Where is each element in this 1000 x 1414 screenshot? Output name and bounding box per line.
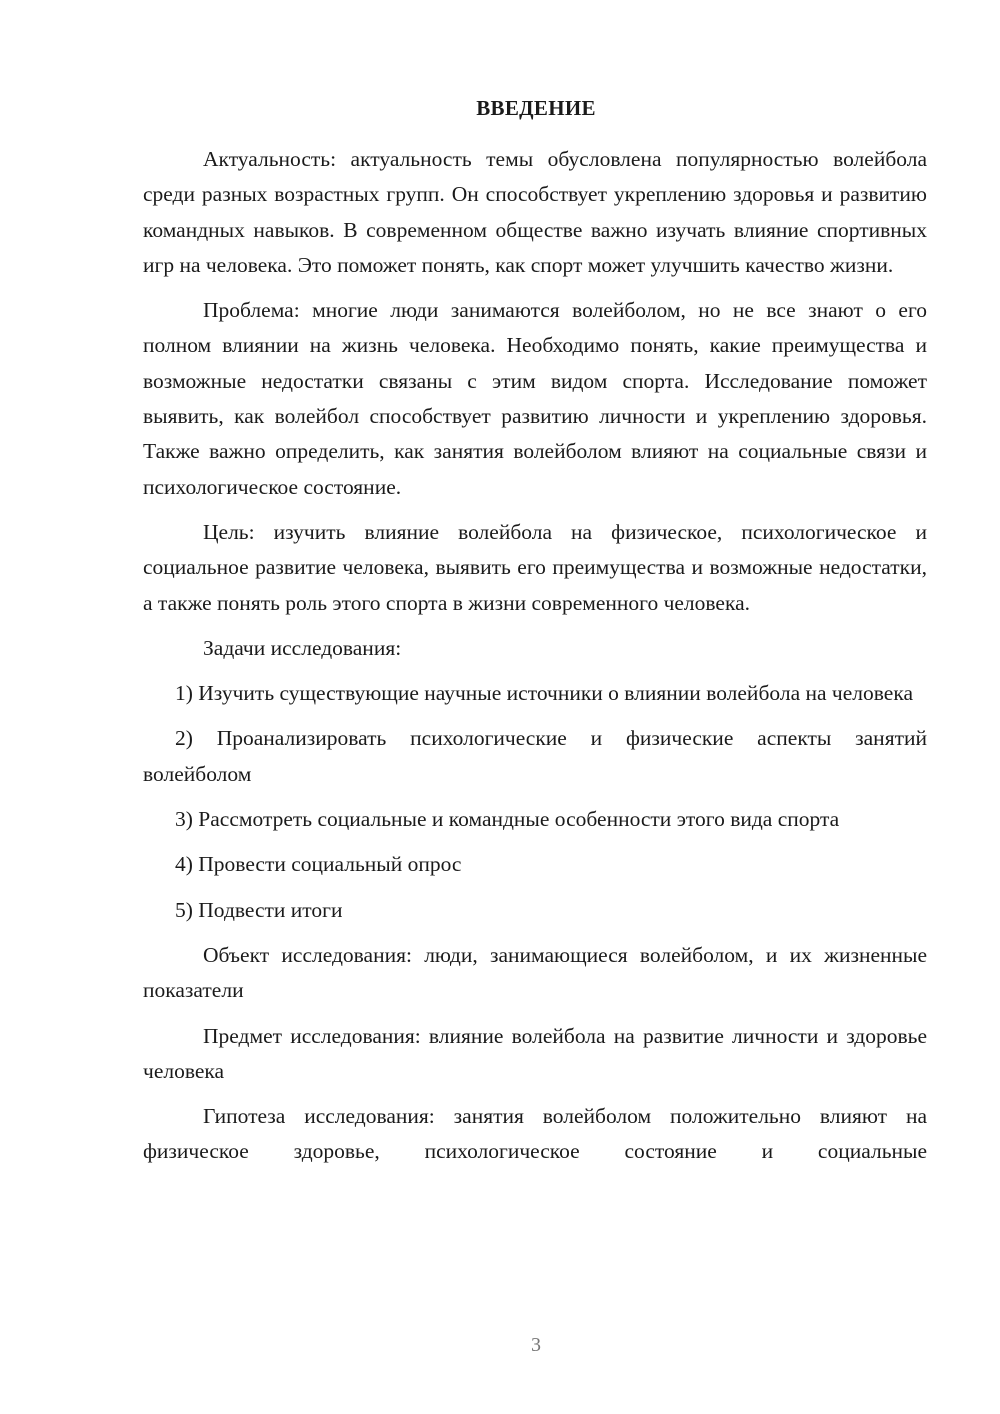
page-number: 3: [531, 1334, 541, 1356]
document-body: [143, 142, 927, 1180]
paragraph-hypothesis: Гипотеза исследования: занятия волейболом положительно влияют на физическое здоровье, психологическое состояние и социальные: [143, 1104, 927, 1164]
list-item: 4) Провести социальный опрос: [175, 852, 462, 877]
list-item: 1) Изучить существующие научные источники о влиянии волейбола на человека: [175, 681, 913, 706]
list-item: 3) Рассмотреть социальные и командные особенности этого вида спорта: [175, 807, 840, 832]
paragraph-problem: Проблема: многие люди занимаются волейболом, но не все знают о его полном влиянии на жизнь человека. Необходимо понять, какие преимущества и возможные недостатки связаны с этим видом спорта. Исследование поможет выявить, как волейбол способствует развитию личности и укреплению здоровья. Также важно определить, как занятия волейболом влияют на социальные связи и психологическое состояние.: [143, 298, 927, 499]
list-item: 5) Подвести итоги: [175, 897, 343, 922]
page-title: ВВЕДЕНИЕ: [476, 96, 596, 120]
paragraph-object: Объект исследования: люди, занимающиеся волейболом, и их жизненные показатели: [143, 942, 927, 1003]
paragraph-relevance: Актуальность: актуальность темы обусловлена популярностью волейбола среди разных возрастных групп. Он способствует укреплению здоровья и развитию командных навыков. В современном обществе важно изучать влияние спортивных игр на человека. Это поможет понять, как спорт может улучшить качество жизни.: [143, 147, 927, 277]
paragraph-tasks-heading: Задачи исследования:: [203, 635, 402, 660]
paragraph-goal: Цель: изучить влияние волейбола на физическое, психологическое и социальное развитие человека, выявить его преимущества и возможные недостатки, а также понять роль этого спорта в жизни современного человека.: [143, 519, 927, 615]
paragraph-subject: Предмет исследования: влияние волейбола на развитие личности и здоровье человека: [143, 1023, 927, 1083]
list-item: 2) Проанализировать психологические и физические аспекты занятий волейболом: [143, 726, 927, 786]
